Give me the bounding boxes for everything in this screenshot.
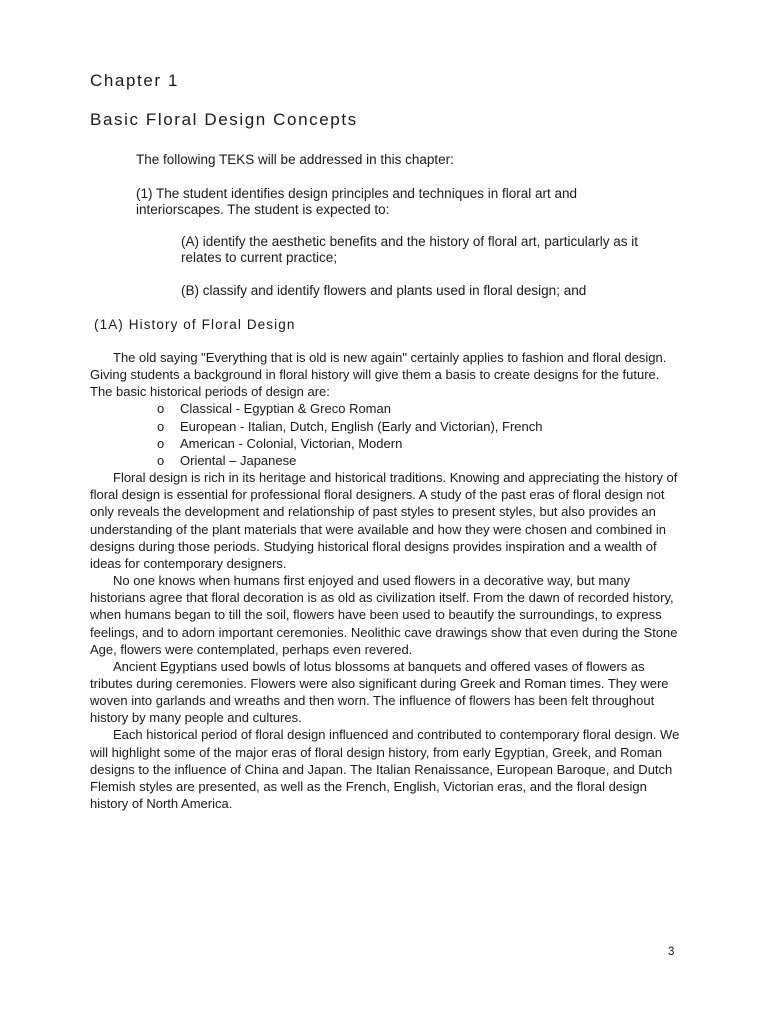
intro-paragraph: The old saying "Everything that is old is new again" certainly applies to fashion and floral design. Giving students a background in floral history will give them a basis to create designs for the future. The basic historical periods of design are: <box>90 350 667 400</box>
section-body <box>90 349 680 812</box>
page-number: 3 <box>668 946 675 958</box>
list-item <box>157 400 680 417</box>
bullet-icon: o <box>157 435 165 451</box>
chapter-title: Basic Floral Design Concepts <box>90 110 358 129</box>
section-heading: (1A) History of Floral Design <box>94 317 296 332</box>
chapter-label: Chapter 1 <box>90 71 180 90</box>
paragraph-heritage: Floral design is rich in its heritage and historical traditions. Knowing and appreciating the history of floral design is essential for professional floral designers. A study of the past eras of floral design not only reveals the development and relationship of past styles to present styles, but also provides an understanding of the plant materials that were available and how they were chosen and combined in designs during those periods. Studying historical floral designs provides inspiration and a wealth of ideas for contemporary designers. <box>90 470 678 571</box>
list-item-text: European - Italian, Dutch, English (Early and Victorian), French <box>180 418 543 434</box>
list-item <box>157 435 680 452</box>
bullet-icon: o <box>157 401 165 417</box>
list-item-text: Classical - Egyptian & Greco Roman <box>180 401 391 417</box>
historical-periods-list <box>90 400 680 469</box>
paragraph-periods: Each historical period of floral design influenced and contributed to contemporary floral design. We will highlight some of the major eras of floral design history, from early Egyptian, Greek, and Roman designs to the influence of China and Japan. The Italian Renaissance, European Baroque, and Dutch Flemish styles are presented, as well as the French, English, Victorian eras, and the floral design history of North America. <box>90 727 680 812</box>
list-item <box>157 452 680 469</box>
list-item-text: American - Colonial, Victorian, Modern <box>180 435 403 451</box>
teks-intro: The following TEKS will be addressed in this chapter: <box>136 152 454 167</box>
paragraph-ancient: Ancient Egyptians used bowls of lotus blossoms at banquets and offered vases of flowers as tributes during ceremonies. Flowers were also significant during Greek and Roman times. They were woven into garlands and wreaths and then worn. The influence of flowers has been felt throughout history by many people and cultures. <box>90 658 669 726</box>
teks-item-b: (B) classify and identify flowers and plants used in floral design; and <box>181 283 587 298</box>
paragraph-origins: No one knows when humans first enjoyed and used flowers in a decorative way, but many historians agree that floral decoration is as old as civilization itself. From the dawn of recorded history, when humans began to till the soil, flowers have been used to beautify the surroundings, to express feelings, and to adorn important ceremonies. Neolithic cave drawings show that even during the Stone Age, flowers were contemplated, perhaps even revered. <box>90 573 678 657</box>
list-item <box>157 418 680 435</box>
bullet-icon: o <box>157 452 165 468</box>
list-item-text: Oriental – Japanese <box>180 452 297 468</box>
bullet-icon: o <box>157 418 165 434</box>
teks-standard: (1) The student identifies design principles and techniques in floral art and interiorscapes. The student is expected to: <box>136 186 578 217</box>
teks-item-a: (A) identify the aesthetic benefits and the history of floral art, particularly as it relates to current practice; <box>181 234 638 265</box>
